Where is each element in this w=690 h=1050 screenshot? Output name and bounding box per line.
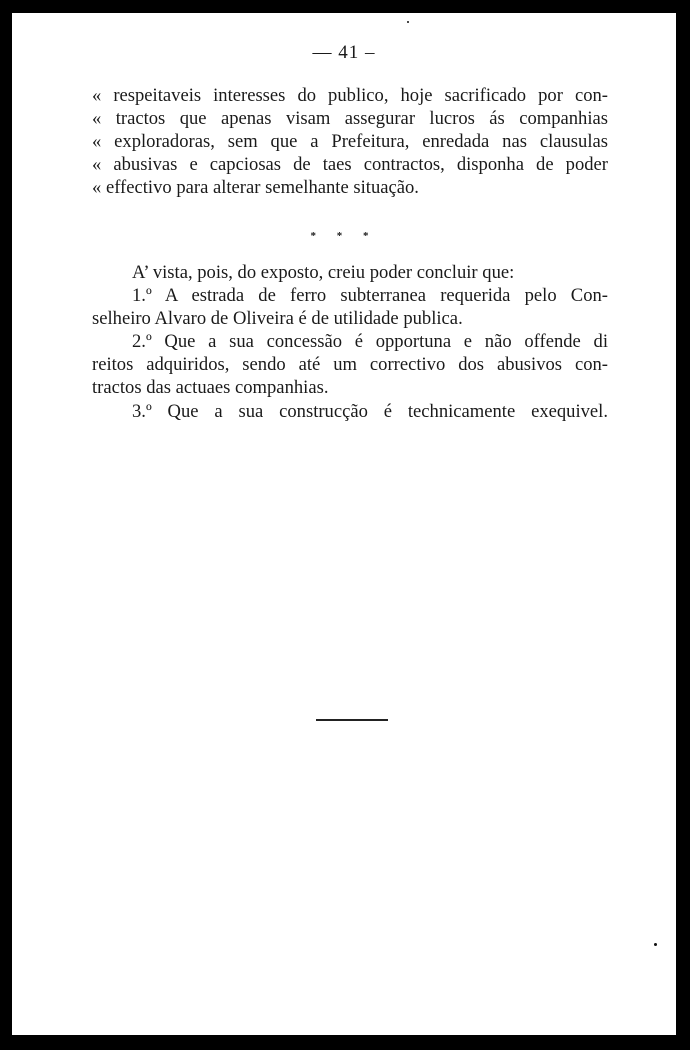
end-rule xyxy=(316,719,388,721)
scanned-page xyxy=(12,13,676,1035)
item-1-line: selheiro Alvaro de Oliveira é de utilidade publica. xyxy=(92,308,463,329)
section-asterism: * * * xyxy=(310,230,378,242)
page-number: — 41 – xyxy=(312,42,376,63)
text-line: « effectivo para alterar semelhante situação. xyxy=(92,177,419,198)
scan-speck xyxy=(654,943,657,946)
text-line: « respeitaveis interesses do publico, hoje sacrificado por con- xyxy=(92,85,608,106)
scan-speck xyxy=(407,21,409,23)
text-line: « exploradoras, sem que a Prefeitura, enredada nas clausulas xyxy=(92,131,608,152)
intro-line: A’ vista, pois, do exposto, creiu poder concluir que: xyxy=(132,262,515,283)
item-2-line: reitos adquiridos, sendo até um correctivo dos abusivos con- xyxy=(92,354,608,375)
item-2-line: tractos das actuaes companhias. xyxy=(92,377,329,398)
item-1-line: 1.º A estrada de ferro subterranea requerida pelo Con- xyxy=(132,285,608,306)
item-3-line: 3.º Que a sua construcção é technicamente exequivel. xyxy=(132,401,608,422)
item-2-line: 2.º Que a sua concessão é opportuna e não offende di xyxy=(132,331,608,352)
text-line: « abusivas e capciosas de taes contractos, disponha de poder xyxy=(92,154,608,175)
text-line: « tractos que apenas visam assegurar lucros ás companhias xyxy=(92,108,608,129)
